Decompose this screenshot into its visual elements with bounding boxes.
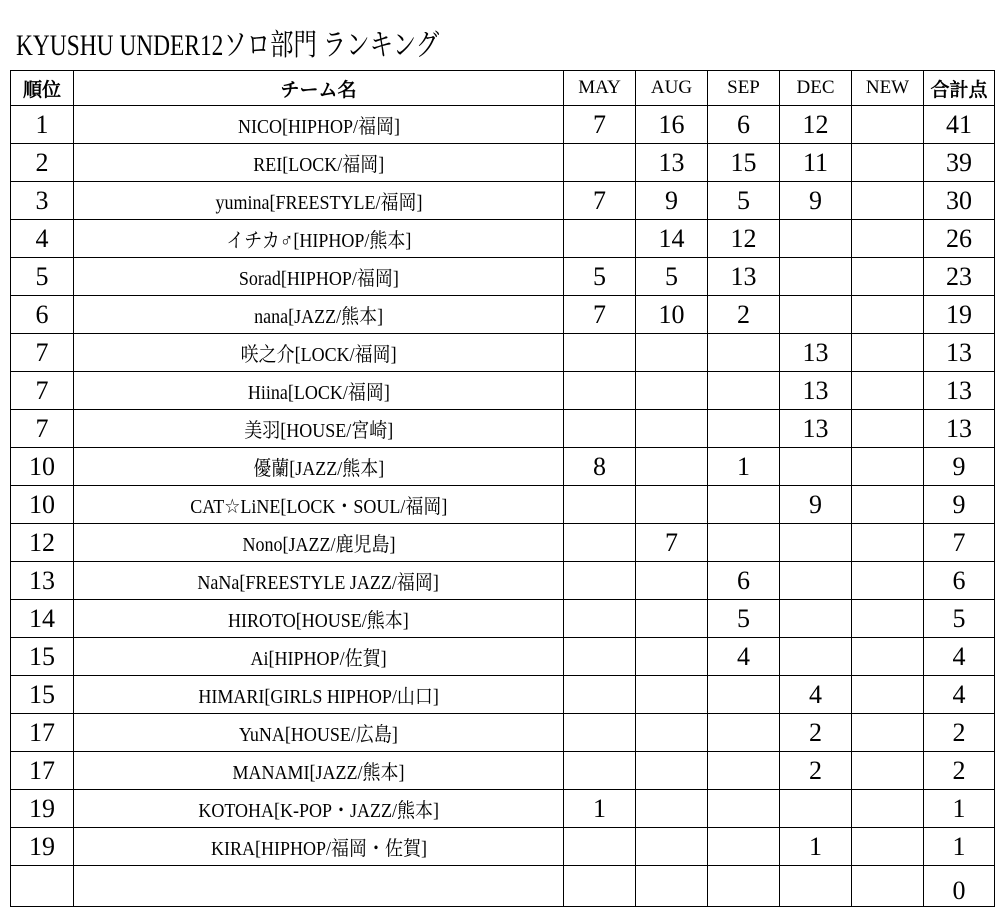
cell-rank: 6 (11, 296, 74, 334)
cell-team (74, 448, 564, 486)
cell-rank: 4 (11, 220, 74, 258)
cell-team (74, 600, 564, 638)
cell-team (74, 372, 564, 410)
team-name: 美羽[HOUSE/宮崎] (243, 420, 393, 442)
table-row (11, 524, 995, 562)
cell-new (852, 714, 924, 752)
cell-rank: 19 (11, 828, 74, 866)
cell-new (852, 144, 924, 182)
cell-aug (636, 448, 708, 486)
cell-new (852, 638, 924, 676)
cell-may: 7 (564, 106, 636, 144)
cell-sep (708, 486, 780, 524)
table-row (11, 676, 995, 714)
cell-dec (780, 448, 852, 486)
cell-team (74, 410, 564, 448)
cell-sep (708, 524, 780, 562)
table-row (11, 220, 995, 258)
cell-rank: 13 (11, 562, 74, 600)
table-row (11, 790, 995, 828)
cell-dec: 12 (780, 106, 852, 144)
ranking-table (10, 70, 995, 907)
cell-new (852, 220, 924, 258)
cell-team (74, 144, 564, 182)
header-sep: SEP (708, 71, 780, 106)
cell-dec: 11 (780, 144, 852, 182)
cell-team (74, 790, 564, 828)
cell-dec: 4 (780, 676, 852, 714)
cell-aug (636, 600, 708, 638)
table-row (11, 714, 995, 752)
cell-team (74, 220, 564, 258)
cell-new (852, 752, 924, 790)
team-name: HIROTO[HOUSE/熊本] (228, 610, 409, 632)
team-name: YuNA[HOUSE/広島] (238, 724, 398, 746)
team-name: KIRA[HIPHOP/福岡・佐賀] (210, 838, 427, 860)
cell-sep (708, 790, 780, 828)
cell-rank: 10 (11, 486, 74, 524)
cell-may (564, 372, 636, 410)
cell-sep (708, 334, 780, 372)
cell-aug: 10 (636, 296, 708, 334)
cell-may (564, 638, 636, 676)
header-team: チーム名 (74, 71, 564, 106)
cell-sep: 6 (708, 106, 780, 144)
cell-aug: 9 (636, 182, 708, 220)
cell-aug (636, 752, 708, 790)
team-name: CAT☆LiNE[LOCK・SOUL/福岡] (189, 496, 448, 518)
team-name: KOTOHA[K-POP・JAZZ/熊本] (198, 800, 439, 822)
cell-rank: 2 (11, 144, 74, 182)
cell-total: 19 (924, 296, 995, 334)
cell-dec: 13 (780, 372, 852, 410)
table-row (11, 258, 995, 296)
cell-new (852, 448, 924, 486)
cell-may (564, 676, 636, 714)
team-name: NaNa[FREESTYLE JAZZ/福岡] (197, 572, 440, 594)
cell-aug: 16 (636, 106, 708, 144)
cell-aug (636, 562, 708, 600)
cell-rank (11, 866, 74, 907)
cell-rank: 15 (11, 638, 74, 676)
cell-new (852, 334, 924, 372)
cell-may (564, 714, 636, 752)
cell-sep: 5 (708, 600, 780, 638)
cell-dec (780, 866, 852, 907)
cell-team (74, 676, 564, 714)
cell-sep (708, 828, 780, 866)
cell-may (564, 866, 636, 907)
cell-may (564, 144, 636, 182)
cell-team (74, 182, 564, 220)
cell-new (852, 790, 924, 828)
cell-rank: 1 (11, 106, 74, 144)
team-name: 優蘭[JAZZ/熊本] (252, 458, 384, 480)
header-row (11, 71, 995, 106)
header-rank: 順位 (11, 71, 74, 106)
cell-may (564, 486, 636, 524)
cell-total: 4 (924, 638, 995, 676)
table-row (11, 828, 995, 866)
cell-aug (636, 334, 708, 372)
cell-new (852, 372, 924, 410)
cell-sep: 4 (708, 638, 780, 676)
cell-team (74, 828, 564, 866)
cell-rank: 7 (11, 410, 74, 448)
cell-rank: 17 (11, 714, 74, 752)
header-aug: AUG (636, 71, 708, 106)
header-total: 合計点 (924, 71, 995, 106)
cell-total: 7 (924, 524, 995, 562)
cell-sep: 15 (708, 144, 780, 182)
cell-new (852, 106, 924, 144)
ranking-body (11, 106, 995, 907)
cell-new (852, 410, 924, 448)
table-row (11, 638, 995, 676)
cell-sep (708, 866, 780, 907)
cell-may: 5 (564, 258, 636, 296)
cell-rank: 10 (11, 448, 74, 486)
cell-total: 13 (924, 410, 995, 448)
cell-total: 9 (924, 448, 995, 486)
cell-rank: 7 (11, 372, 74, 410)
cell-rank: 7 (11, 334, 74, 372)
cell-aug (636, 714, 708, 752)
cell-may: 7 (564, 296, 636, 334)
cell-total: 0 (924, 866, 995, 907)
cell-new (852, 828, 924, 866)
cell-total: 2 (924, 752, 995, 790)
cell-team (74, 106, 564, 144)
cell-dec (780, 638, 852, 676)
cell-total: 23 (924, 258, 995, 296)
cell-aug (636, 828, 708, 866)
cell-total: 30 (924, 182, 995, 220)
cell-rank: 12 (11, 524, 74, 562)
team-name: Nono[JAZZ/鹿児島] (241, 534, 395, 556)
team-name: NICO[HIPHOP/福岡] (237, 116, 400, 138)
cell-total: 6 (924, 562, 995, 600)
cell-aug (636, 372, 708, 410)
cell-may (564, 410, 636, 448)
table-row (11, 410, 995, 448)
cell-team (74, 486, 564, 524)
cell-total: 13 (924, 372, 995, 410)
cell-total: 41 (924, 106, 995, 144)
cell-total: 26 (924, 220, 995, 258)
cell-total: 9 (924, 486, 995, 524)
cell-team (74, 714, 564, 752)
cell-total: 4 (924, 676, 995, 714)
cell-team (74, 638, 564, 676)
table-row (11, 182, 995, 220)
cell-may (564, 600, 636, 638)
cell-dec (780, 562, 852, 600)
cell-new (852, 296, 924, 334)
cell-sep: 5 (708, 182, 780, 220)
team-name: MANAMI[JAZZ/熊本] (232, 762, 405, 784)
cell-team (74, 334, 564, 372)
cell-rank: 17 (11, 752, 74, 790)
cell-new (852, 676, 924, 714)
cell-new (852, 524, 924, 562)
table-row (11, 486, 995, 524)
team-name: Hiina[LOCK/福岡] (247, 382, 390, 404)
cell-dec (780, 220, 852, 258)
team-name: yumina[FREESTYLE/福岡] (214, 192, 422, 214)
cell-total: 2 (924, 714, 995, 752)
cell-team (74, 258, 564, 296)
cell-team (74, 524, 564, 562)
table-row (11, 296, 995, 334)
cell-dec (780, 258, 852, 296)
team-name: イチカ♂[HIPHOP/熊本] (225, 230, 412, 252)
cell-sep: 13 (708, 258, 780, 296)
cell-sep (708, 714, 780, 752)
cell-dec (780, 296, 852, 334)
cell-sep: 6 (708, 562, 780, 600)
table-row (11, 372, 995, 410)
cell-new (852, 258, 924, 296)
cell-may (564, 828, 636, 866)
cell-dec: 13 (780, 410, 852, 448)
table-row (11, 334, 995, 372)
cell-team (74, 562, 564, 600)
cell-dec: 1 (780, 828, 852, 866)
team-name: REI[LOCK/福岡] (252, 154, 384, 176)
cell-may (564, 562, 636, 600)
cell-may (564, 334, 636, 372)
cell-aug (636, 410, 708, 448)
cell-dec: 9 (780, 182, 852, 220)
cell-sep (708, 676, 780, 714)
cell-sep: 1 (708, 448, 780, 486)
cell-new (852, 600, 924, 638)
cell-aug (636, 866, 708, 907)
table-row (11, 448, 995, 486)
cell-total: 1 (924, 790, 995, 828)
cell-sep (708, 372, 780, 410)
cell-may (564, 752, 636, 790)
table-row (11, 144, 995, 182)
cell-rank: 14 (11, 600, 74, 638)
cell-dec: 9 (780, 486, 852, 524)
cell-new (852, 562, 924, 600)
team-name: nana[JAZZ/熊本] (254, 306, 383, 328)
cell-team (74, 296, 564, 334)
team-name: Sorad[HIPHOP/福岡] (238, 268, 399, 290)
cell-may: 1 (564, 790, 636, 828)
cell-total: 5 (924, 600, 995, 638)
cell-may: 8 (564, 448, 636, 486)
cell-may (564, 220, 636, 258)
cell-team (74, 752, 564, 790)
header-dec: DEC (780, 71, 852, 106)
header-new: NEW (852, 71, 924, 106)
cell-rank: 15 (11, 676, 74, 714)
table-row (11, 562, 995, 600)
cell-aug: 14 (636, 220, 708, 258)
cell-rank: 19 (11, 790, 74, 828)
cell-dec: 2 (780, 752, 852, 790)
header-may: MAY (564, 71, 636, 106)
cell-new (852, 182, 924, 220)
table-row (11, 866, 995, 907)
cell-aug (636, 676, 708, 714)
cell-rank: 5 (11, 258, 74, 296)
cell-sep (708, 752, 780, 790)
cell-aug: 7 (636, 524, 708, 562)
cell-total: 1 (924, 828, 995, 866)
cell-dec: 13 (780, 334, 852, 372)
cell-sep (708, 410, 780, 448)
cell-aug (636, 638, 708, 676)
cell-team (74, 866, 564, 907)
table-row (11, 752, 995, 790)
cell-total: 13 (924, 334, 995, 372)
cell-dec (780, 790, 852, 828)
cell-dec (780, 600, 852, 638)
team-name: 咲之介[LOCK/福岡] (240, 344, 397, 366)
table-row (11, 600, 995, 638)
cell-sep: 12 (708, 220, 780, 258)
cell-total: 39 (924, 144, 995, 182)
team-name: HIMARI[GIRLS HIPHOP/山口] (198, 686, 439, 708)
cell-aug (636, 790, 708, 828)
cell-may (564, 524, 636, 562)
page-title: KYUSHU UNDER12ソロ部門 ランキング (16, 29, 440, 62)
cell-dec: 2 (780, 714, 852, 752)
cell-aug: 5 (636, 258, 708, 296)
table-row (11, 106, 995, 144)
cell-aug: 13 (636, 144, 708, 182)
team-name: Ai[HIPHOP/佐賀] (250, 648, 387, 670)
cell-new (852, 866, 924, 907)
cell-dec (780, 524, 852, 562)
cell-new (852, 486, 924, 524)
cell-may: 7 (564, 182, 636, 220)
cell-sep: 2 (708, 296, 780, 334)
cell-rank: 3 (11, 182, 74, 220)
cell-aug (636, 486, 708, 524)
